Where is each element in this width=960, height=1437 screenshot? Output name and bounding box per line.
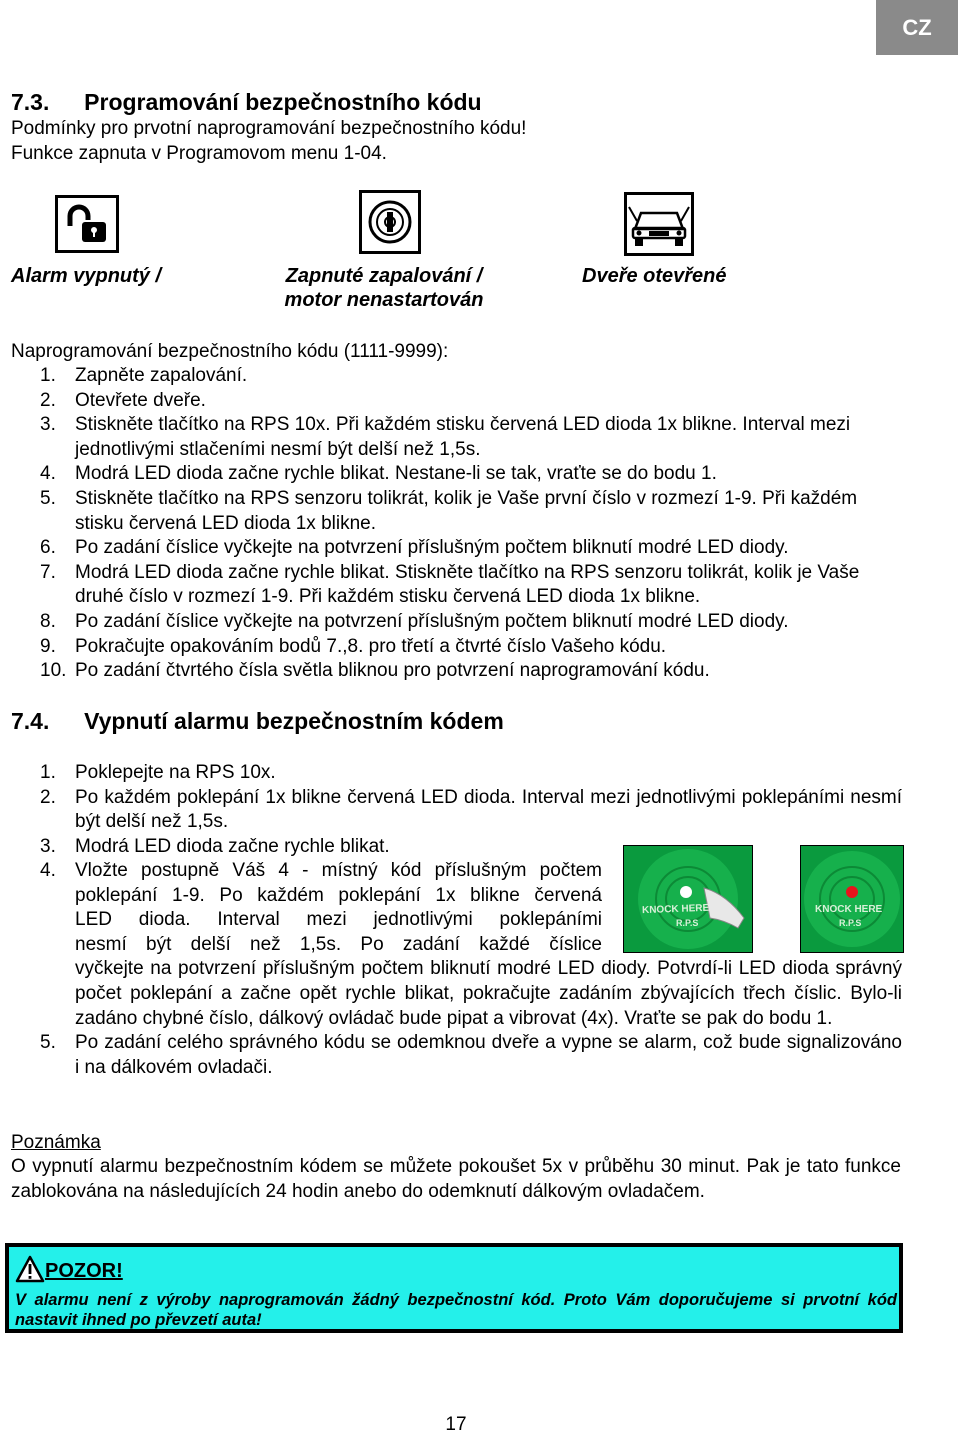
step-4-narrow	[75, 859, 602, 957]
disarm-step-5	[40, 1031, 902, 1080]
step-text: Modrá LED dioda začne rychle blikat. Stiskněte tlačítko na RPS senzoru tolikrát, kolik je Vaše druhé číslo v rozmezí 1-9. Při každém stisku červená LED dioda 1x blikne.	[75, 561, 860, 608]
step-text: Modrá LED dioda začne rychle blikat.	[75, 835, 390, 857]
caption-door-open: Dveře otevřené	[582, 265, 727, 287]
step-number: 7.	[40, 561, 56, 583]
intro-line-1: Podmínky pro prvotní naprogramování bezpečnostního kódu!	[11, 118, 527, 139]
programming-lead: Naprogramování bezpečnostního kódu (1111-9999):	[11, 341, 449, 362]
step-number: 3.	[40, 414, 56, 436]
step-text: Po zadání čtvrtého čísla světla bliknou pro potvrzení naprogramování kódu.	[75, 660, 710, 682]
section-title: Programování bezpečnostního kódu	[84, 89, 482, 115]
section-title: Vypnutí alarmu bezpečnostním kódem	[84, 708, 504, 734]
step-text-line: LED dioda. Interval mezi jednotlivými poklepáními	[75, 909, 602, 931]
sensor-photo-1	[623, 845, 753, 953]
step-text: Stiskněte tlačítko na RPS senzoru tolikrát, kolik je Vaše první číslo v rozmezí 1-9. Při každém stisku červená LED dioda 1x blikne.	[75, 487, 858, 534]
car-door-icon	[624, 192, 694, 256]
list-item	[40, 635, 902, 660]
step-text: Otevřete dveře.	[75, 389, 206, 411]
language-badge: CZ	[876, 0, 958, 55]
step-text: Po zadání celého správného kódu se odemknou dveře a vypne se alarm, což bude signalizováno i na dálkovém ovladači.	[75, 1032, 902, 1078]
step-number: 2.	[40, 786, 56, 808]
note-text: O vypnutí alarmu bezpečnostním kódem se můžete pokoušet 5x v průběhu 30 minut. Pak je tato funkce zablokována na následujících 24 hodin anebo do odemknutí dálkovým ovladačem.	[11, 1156, 901, 1202]
caption-ignition-line-1: Zapnuté zapalování /	[285, 265, 483, 287]
step-text: Poklepejte na RPS 10x.	[75, 762, 276, 783]
step-text-line: Vložte postupně Váš 4 - místný kód příslušným počtem	[75, 860, 602, 881]
sensor-sublabel: R.P.S	[676, 918, 699, 928]
section-number: 7.3.	[11, 89, 50, 115]
step-number: 2.	[40, 389, 56, 411]
list-item	[40, 561, 902, 610]
lock-open-icon	[55, 195, 119, 253]
warning-box	[5, 1243, 903, 1333]
step-number: 4.	[40, 463, 56, 485]
warning-text: V alarmu není z výroby naprogramován žádný bezpečnostní kód. Proto Vám doporučujeme si prvotní kód nastavit ihned po převzetí auta!	[15, 1291, 897, 1329]
note-heading: Poznámka	[11, 1132, 101, 1153]
programming-steps	[40, 364, 902, 684]
page-number: 17	[445, 1414, 467, 1435]
step-text: Zapněte zapalování.	[75, 365, 248, 386]
step-number: 10.	[40, 660, 67, 682]
list-item	[40, 536, 902, 561]
caption-ignition-on	[200, 264, 568, 312]
list-item	[40, 835, 902, 860]
step-number: 8.	[40, 610, 56, 632]
sensor-label: KNOCK HERE	[815, 904, 883, 915]
step-number: 1.	[40, 365, 56, 386]
step-number: 5.	[40, 487, 56, 509]
step-number: 3.	[40, 835, 56, 857]
step-text: Po každém poklepání 1x blikne červená LED dioda. Interval mezi jednotlivými poklepáními nesmí být delší než 1,5s.	[75, 786, 902, 833]
step-text: vyčkejte na potvrzení příslušným počtem bliknutí modré LED diody. Potvrdí-li LED dioda správný počet poklepání a začne opět rychle blikat, pokračujte zadáním zbývajících třech číslic. Bylo-li zadáno chybné číslo, dálkový ovládač bude pipat a vibrovat (4x). Vraťte se pak do bodu 1.	[75, 958, 902, 1029]
sensor-photo-2	[800, 845, 904, 953]
disarm-steps	[40, 761, 902, 859]
intro-line-2: Funkce zapnuta v Programovom menu 1-04.	[11, 143, 387, 164]
sensor-label: KNOCK HERE	[641, 902, 710, 917]
step-number: 6.	[40, 537, 56, 559]
step-text: Po zadání číslice vyčkejte na potvrzení příslušným počtem bliknutí modré LED diody.	[75, 610, 789, 632]
step-text: Po zadání číslice vyčkejte na potvrzení příslušným počtem bliknutí modré LED diody.	[75, 537, 789, 559]
caption-ignition-line-2: motor nenastartován	[284, 289, 484, 311]
section-number: 7.4.	[11, 708, 50, 734]
disarm-step-4	[40, 859, 902, 1080]
step-text-line: poklepání 1-9. Po každém poklepání 1x blikne červená	[75, 884, 602, 906]
step-number: 1.	[40, 762, 56, 783]
warning-title: POZOR!	[45, 1260, 123, 1282]
step-number: 4.	[40, 860, 56, 881]
step-number: 5.	[40, 1032, 56, 1054]
list-item	[40, 364, 902, 389]
ignition-key-icon	[359, 190, 421, 254]
list-item	[40, 610, 902, 635]
list-item	[40, 413, 902, 462]
step-text: Pokračujte opakováním bodů 7.,8. pro třetí a čtvrté číslo Vašeho kódu.	[75, 635, 667, 657]
step-number: 9.	[40, 635, 56, 657]
list-item	[40, 487, 902, 536]
list-item	[40, 462, 902, 487]
step-text: Modrá LED dioda začne rychle blikat. Nestane-li se tak, vraťte se do bodu 1.	[75, 463, 717, 485]
section-7-4-heading	[11, 708, 504, 735]
list-item	[40, 659, 902, 684]
warning-triangle-icon	[15, 1255, 45, 1283]
sensor-sublabel: R.P.S	[839, 918, 862, 928]
section-7-3-heading	[11, 89, 482, 116]
warning-header	[15, 1255, 123, 1283]
list-item	[40, 761, 902, 786]
list-item	[40, 786, 902, 835]
list-item	[40, 389, 902, 414]
caption-alarm-off: Alarm vypnutý /	[11, 265, 162, 287]
step-text: Stiskněte tlačítko na RPS 10x. Při každém stisku červená LED dioda 1x blikne. Interval mezi jednotlivými stlačeními nesmí být delší než 1,5s.	[75, 414, 851, 460]
step-text-line: nesmí být delší než 1,5s. Po zadání každé číslice	[75, 933, 602, 955]
